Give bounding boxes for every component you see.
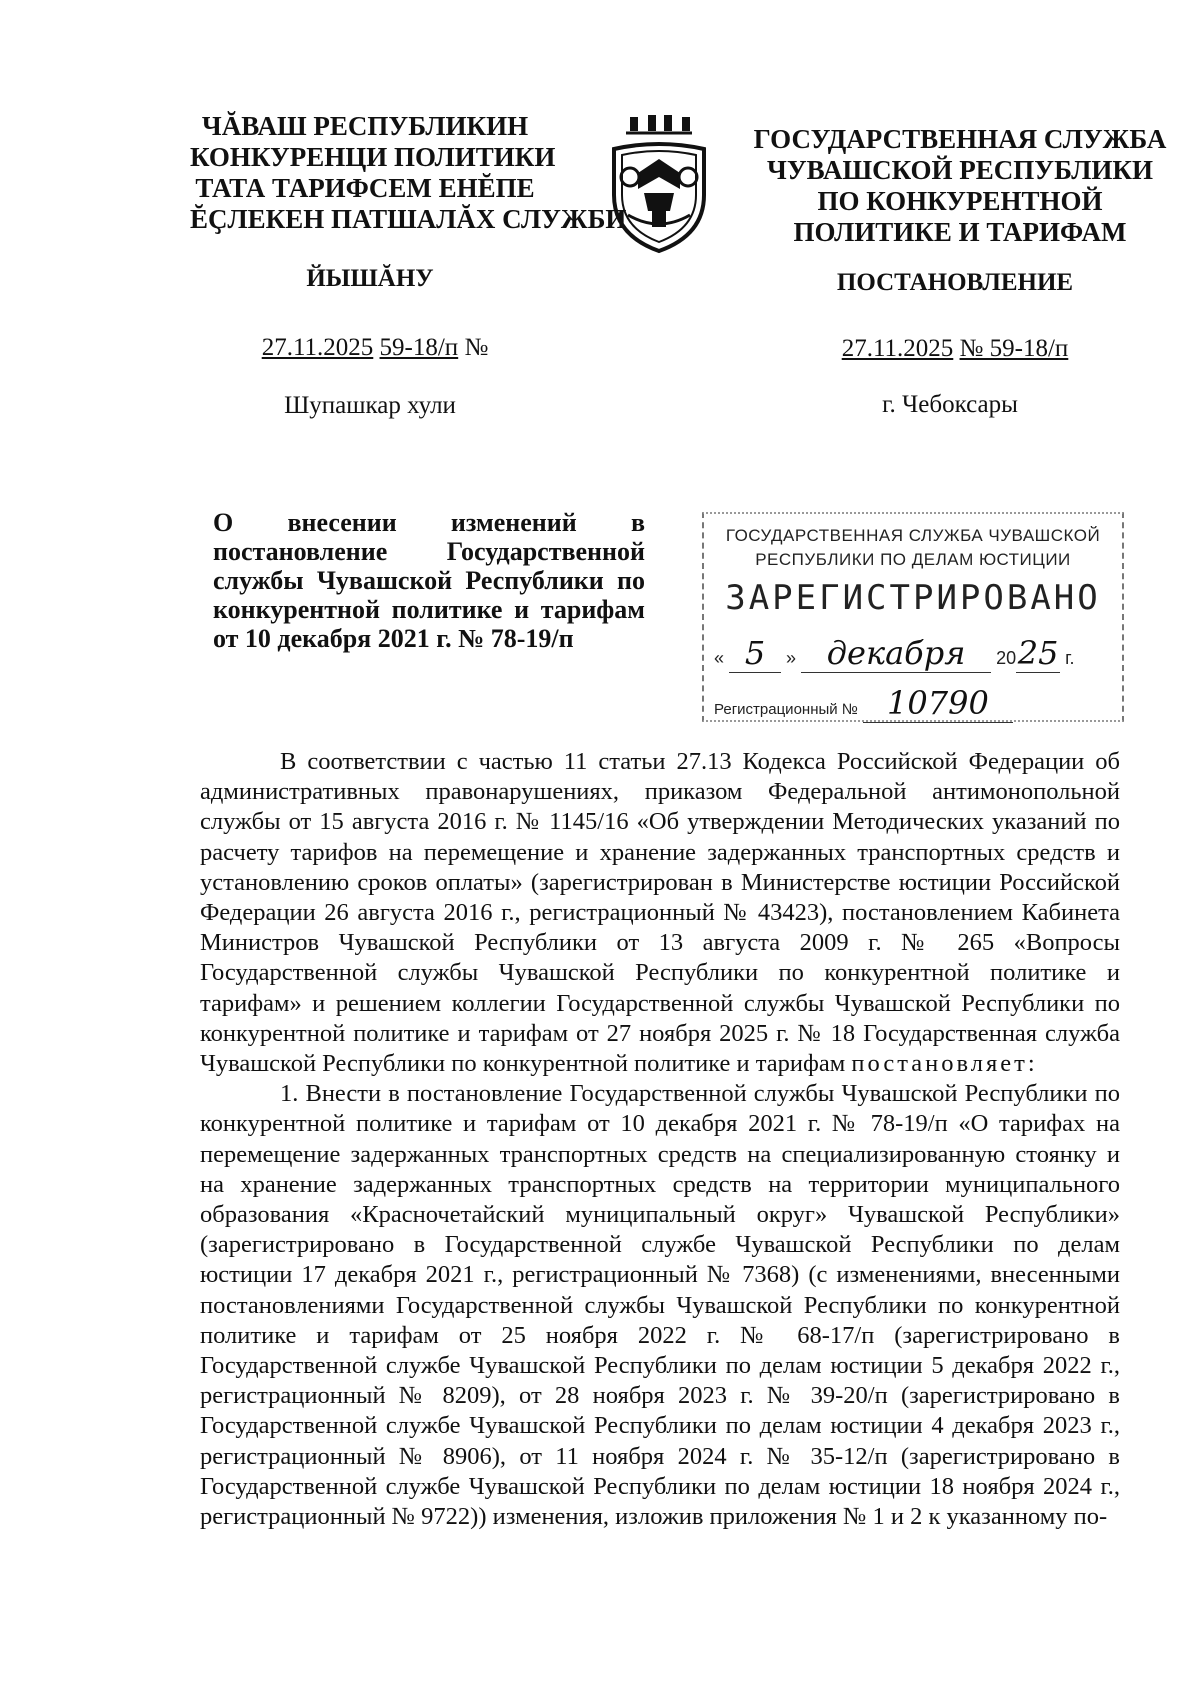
stamp-year-unit: г. <box>1065 648 1075 668</box>
number-left: 59-18/п <box>379 334 459 361</box>
header-right-org <box>750 124 1170 248</box>
chuvash-coat-of-arms-icon <box>600 115 718 255</box>
registration-stamp <box>702 512 1124 722</box>
number-right: № 59-18/п <box>959 335 1069 362</box>
stamp-date-row <box>714 634 1114 673</box>
header-left-line: ĔҪЛЕКЕН ПАТШАЛĂХ СЛУЖБИ <box>190 204 627 234</box>
body-paragraph-1 <box>200 747 1120 1079</box>
stamp-status: ЗАРЕГИСТРИРОВАНО <box>725 578 1101 618</box>
stamp-year-prefix: 20 <box>996 648 1017 668</box>
header-left-line: КОНКУРЕНЦИ ПОЛИТИКИ <box>190 142 556 172</box>
number-sign-left: № <box>464 334 489 361</box>
city-left: Шупашкар хули <box>284 392 456 419</box>
document-body <box>200 747 1120 1532</box>
stamp-reg-number: 10790 <box>863 684 1013 723</box>
header-right-line: ПО КОНКУРЕНТНОЙ <box>817 186 1103 216</box>
header-right-line: ГОСУДАРСТВЕННАЯ СЛУЖБА <box>753 124 1167 154</box>
header-left-line: ТАТА ТАРИФСЕМ ЕНĔПЕ <box>195 173 535 203</box>
stamp-quote-close: » <box>786 648 797 668</box>
stamp-org-line: РЕСПУБЛИКИ ПО ДЕЛАМ ЮСТИЦИИ <box>755 550 1071 569</box>
body-paragraph-2: 1. Внести в постановление Государственной службы Чувашской Республики по конкурентной политике и тарифам от 10 декабря 2021 г. № 78-19/п «О тарифах на перемещение задержанных транспортных средств на специализированную стоянку и на хранение задержанных транспортных средств на территории муниципального образования «Красночетайский муниципальный округ» Чувашской Республики» (зарегистрировано в Государственной службе Чувашской Республики по делам юстиции 17 декабря 2021 г., регистрационный № 7368) (с изменениями, внесенными постановлениями Государственной службы Чувашской Республики по конкурентной политике и тарифам от 25 ноября 2022 г. № 68-17/п (зарегистрировано в Государственной службе Чувашской Республики по делам юстиции 5 декабря 2022 г., регистрационный № 8209), от 28 ноября 2023 г. № 39-20/п (зарегистрировано в Государственной службе Чувашской Республики по делам юстиции 4 декабря 2023 г., регистрационный № 8906), от 11 ноября 2024 г. № 35-12/п (зарегистрировано в Государственной службе Чувашской Республики по делам юстиции 18 ноября 2024 г., регистрационный № 9722)) изменения, изложив приложения № 1 и 2 к указанному по- <box>200 1080 1120 1531</box>
stamp-reg-label: Регистрационный № <box>714 701 858 718</box>
stamp-year-suffix: 25 <box>1017 634 1059 672</box>
body-verb: постановляет: <box>851 1050 1038 1078</box>
stamp-day: 5 <box>729 634 781 673</box>
body-paragraph-1-text: В соответствии с частью 11 статьи 27.13 Кодекса Российской Федерации об административных правонарушениях, приказом Федеральной антимонопольной службы от 15 августа 2016 г. № 1145/16 «Об утверждении Методических указаний по расчету тарифов на перемещение и хранение задержанных транспортных средств и установлению сроков оплаты» (зарегистрирован в Министерстве юстиции Российской Федерации 26 августа 2016 г., регистрационный № 43423), постановлением Кабинета Министров Чувашской Республики от 13 августа 2009 г. № 265 «Вопросы Государственной службы Чувашской Республики по конкурентной политике и тарифам» и решением коллегии Государственной службы Чувашской Республики по конкурентной политике и тарифам от 27 ноября 2025 г. № 18 Государственная служба Чувашской Республики по конкурентной политике и тарифам <box>200 748 1120 1078</box>
stamp-org-line: ГОСУДАРСТВЕННАЯ СЛУЖБА ЧУВАШСКОЙ <box>725 526 1101 545</box>
date-right: 27.11.2025 <box>841 335 954 362</box>
header-right-line: ПОЛИТИКЕ И ТАРИФАМ <box>793 217 1127 247</box>
date-line-left <box>230 334 520 362</box>
document-subject: О внесении изменений в постановление Государственной службы Чувашской Республики по конкурентной политике и тарифам от 10 декабря 2021 г. № 78-19/п <box>213 508 645 653</box>
doc-type-right: ПОСТАНОВЛЕНИЕ <box>836 269 1074 296</box>
doc-type-left: ЙЫШĂНУ <box>306 265 434 292</box>
header-right-line: ЧУВАШСКОЙ РЕСПУБЛИКИ <box>767 155 1153 185</box>
stamp-month: декабря <box>801 634 991 673</box>
stamp-reg-row <box>714 684 1114 723</box>
header-left-org <box>190 111 627 235</box>
date-line-right <box>800 335 1110 363</box>
stamp-quote-open: « <box>714 648 725 668</box>
date-left: 27.11.2025 <box>261 334 374 361</box>
header-left-line: ЧĂВАШ РЕСПУБЛИКИН <box>201 111 529 141</box>
city-right: г. Чебоксары <box>882 391 1018 418</box>
